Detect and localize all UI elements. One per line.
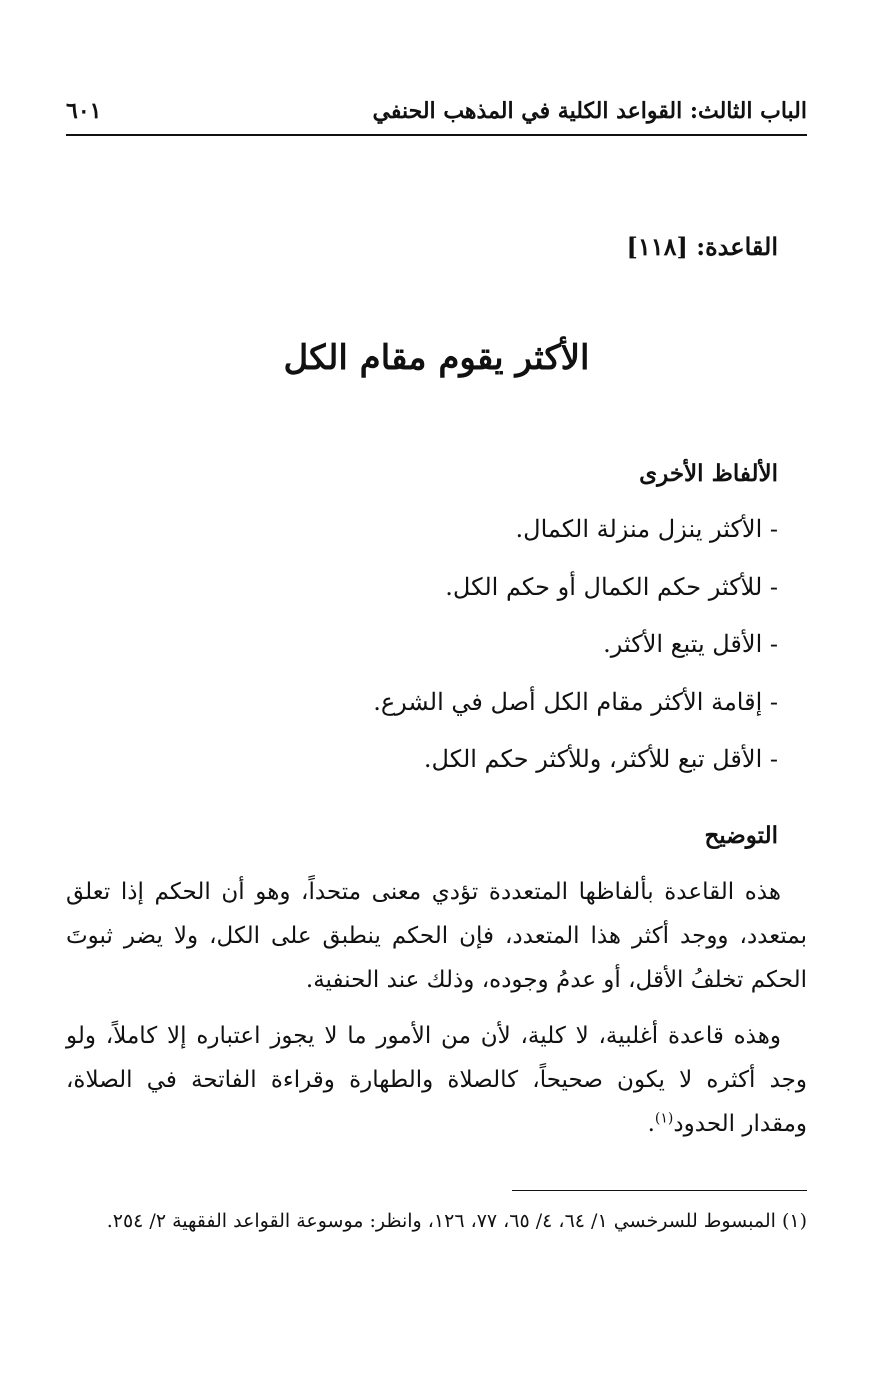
footnote-reference[interactable]: (١) bbox=[654, 1110, 674, 1127]
header-divider bbox=[66, 134, 807, 136]
phrase-item: - إقامة الأكثر مقام الكل أصل في الشرع. bbox=[373, 688, 778, 716]
footnote-divider bbox=[512, 1190, 807, 1191]
explanation-paragraph-2 bbox=[66, 1014, 807, 1146]
paragraph-2-end: . bbox=[647, 1111, 655, 1137]
page-number: ٦٠١ bbox=[66, 98, 102, 124]
phrase-item: - الأقل تبع للأكثر، وللأكثر حكم الكل. bbox=[423, 745, 778, 773]
explanation-heading: التوضيح bbox=[704, 822, 778, 849]
rule-number-label: القاعدة: [١١٨] bbox=[626, 232, 778, 261]
chapter-header-title: الباب الثالث: القواعد الكلية في المذهب الحنفي bbox=[372, 98, 807, 124]
paragraph-1-text: هذه القاعدة بألفاظها المتعددة تؤدي معنى متحداً، وهو أن الحكم إذا تعلق بمتعدد، ووجد أكثر هذا المتعدد، فإن الحكم ينطبق على الكل، ولا يضر ثبوتَ الحكم تخلفُ الأقل، أو عدمُ وجوده، وذلك عند الحنفية. bbox=[66, 879, 807, 993]
phrase-item: - للأكثر حكم الكمال أو حكم الكل. bbox=[445, 573, 778, 601]
explanation-paragraph-1 bbox=[66, 870, 807, 1002]
other-phrases-heading: الألفاظ الأخرى bbox=[639, 460, 778, 487]
paragraph-2-text: وهذه قاعدة أغلبية، لا كلية، لأن من الأمور ما لا يجوز اعتباره إلا كاملاً، ولو وجد أكثره لا يكون صحيحاً، كالصلاة والطهارة وقراءة الفاتحة في الصلاة، ومقدار الحدود bbox=[66, 1023, 807, 1137]
phrase-item: - الأقل يتبع الأكثر. bbox=[603, 630, 778, 658]
phrase-item: - الأكثر ينزل منزلة الكمال. bbox=[515, 515, 778, 543]
footnote-text: (١) المبسوط للسرخسي ١/ ٦٤، ٤/ ٦٥، ٧٧، ١٢٦، وانظر: موسوعة القواعد الفقهية ٢/ ٢٥٤. bbox=[106, 1210, 807, 1232]
rule-title: الأكثر يقوم مقام الكل bbox=[283, 338, 590, 378]
